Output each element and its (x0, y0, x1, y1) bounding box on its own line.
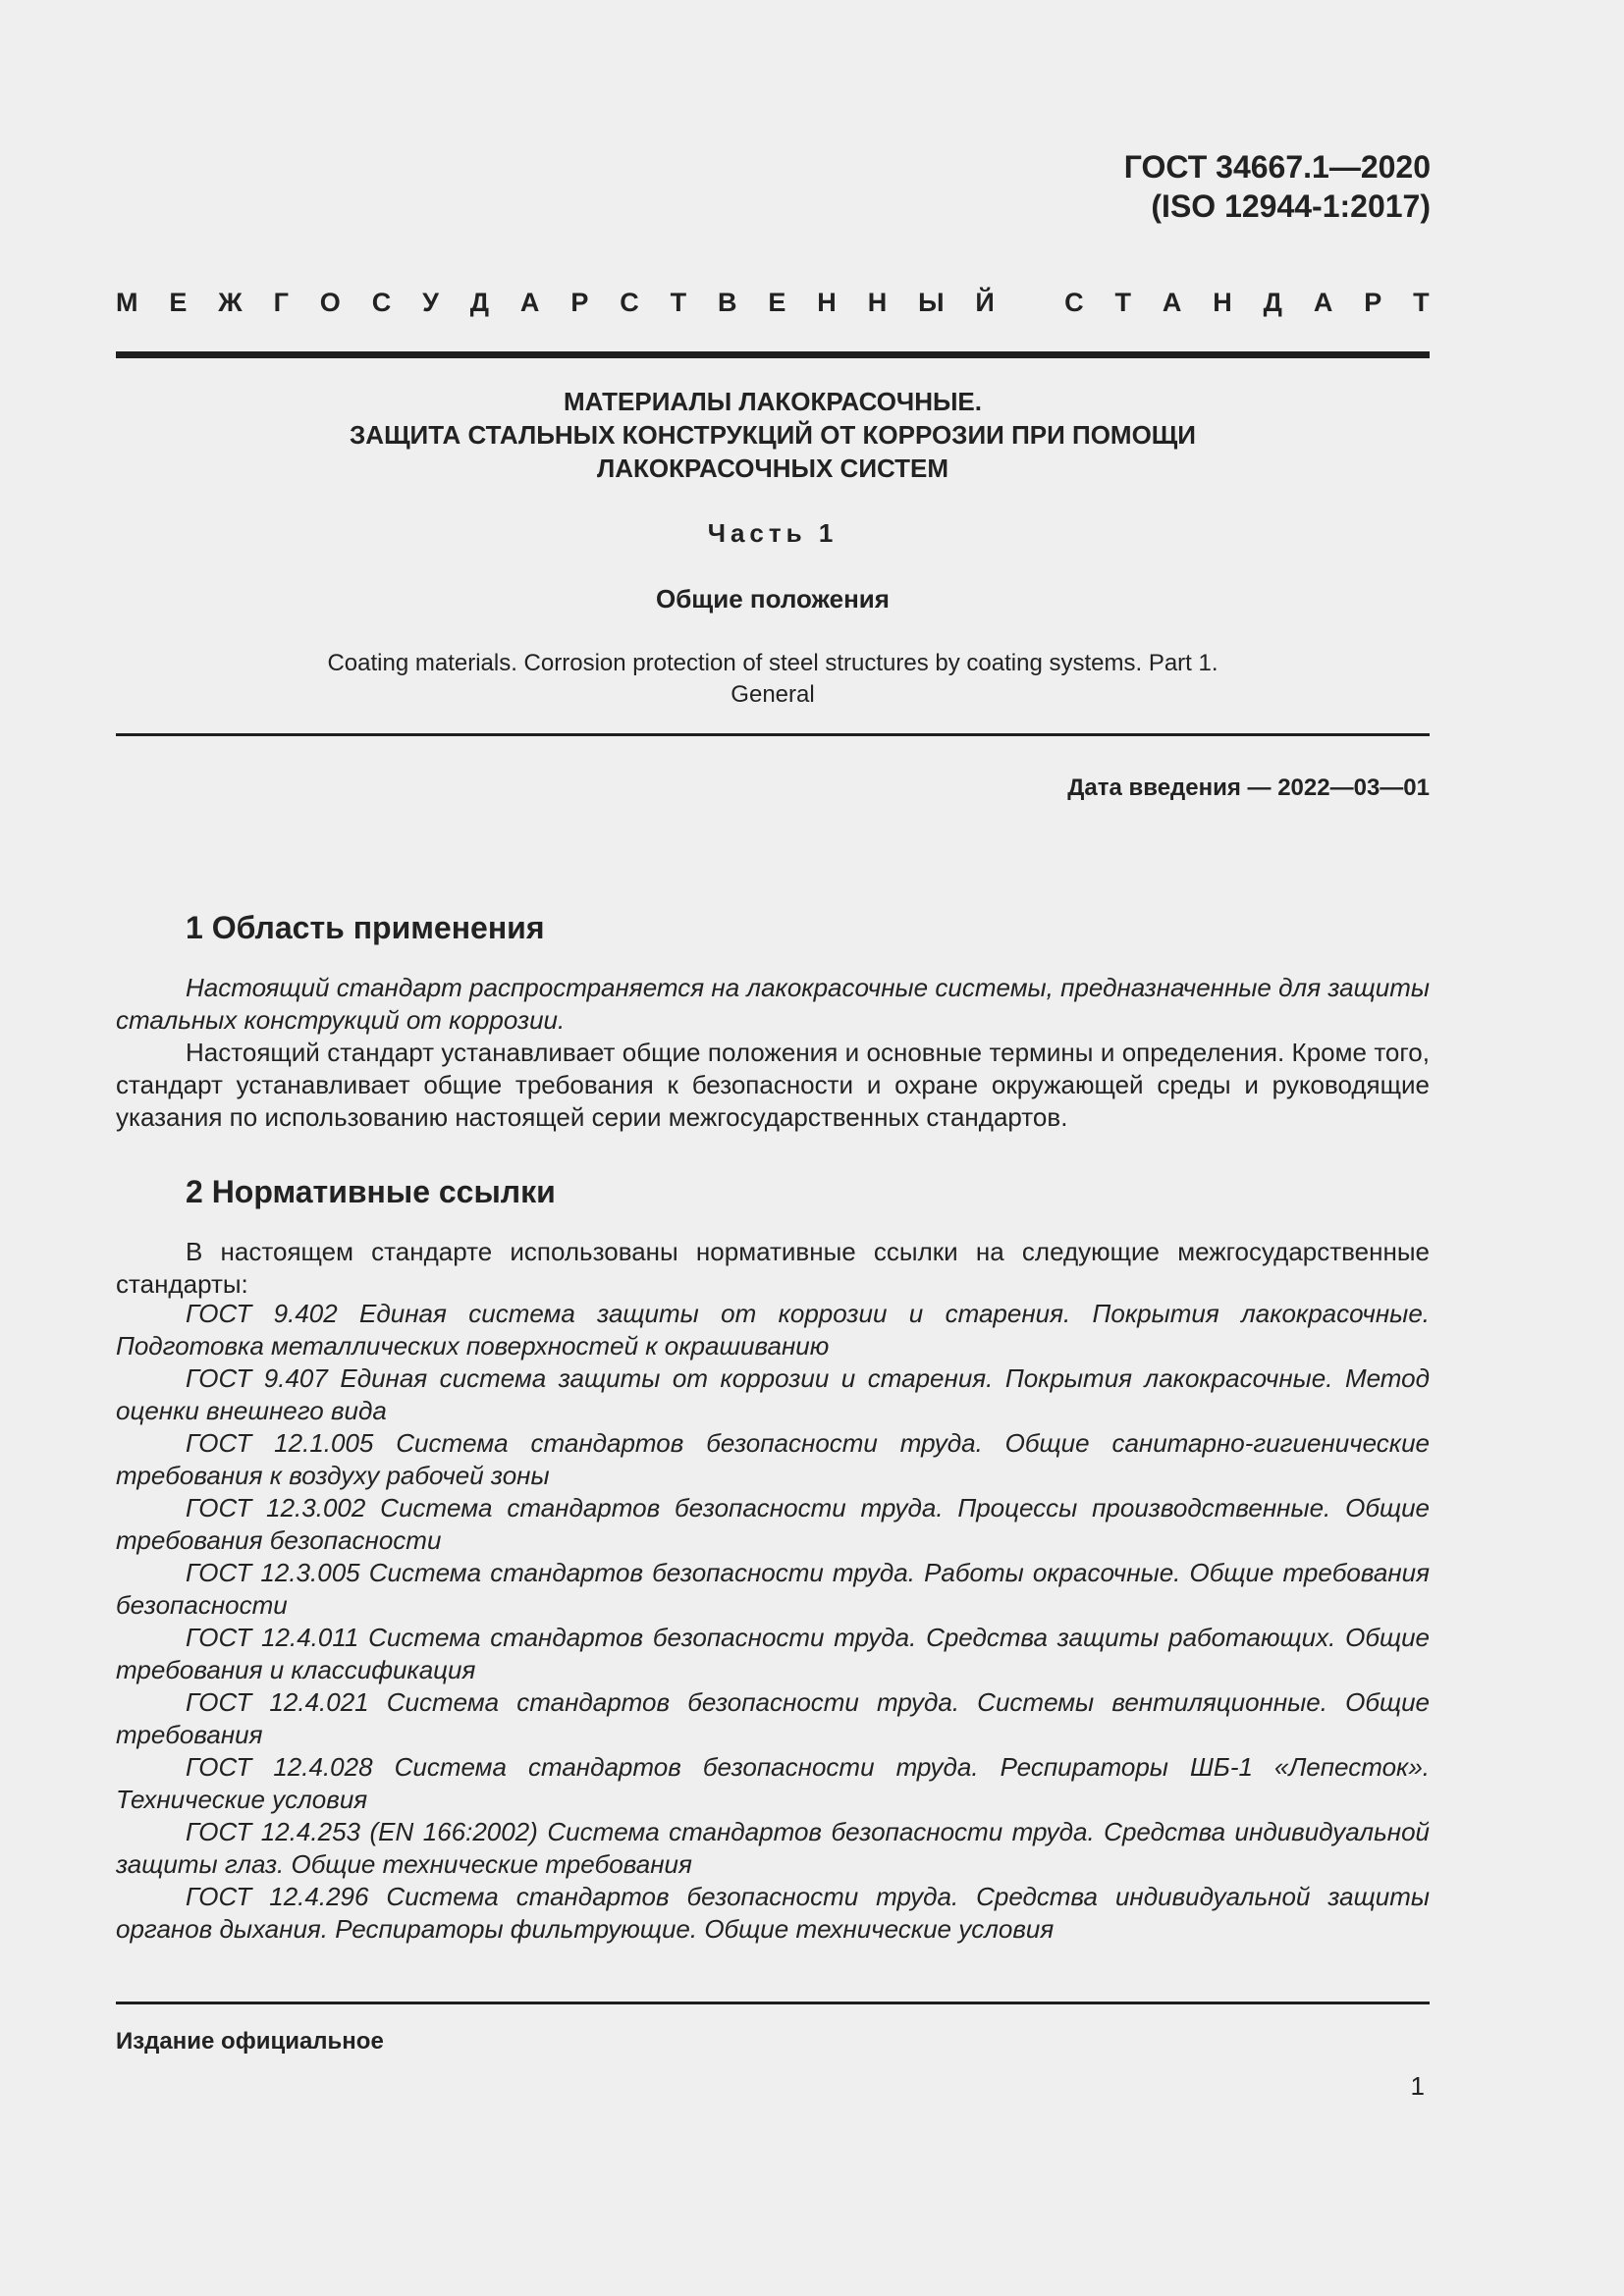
reference-item: ГОСТ 12.1.005 Система стандартов безопасности труда. Общие санитарно-гигиенические требования к воздуху рабочей зоны (116, 1428, 1430, 1490)
banner-letter: Е (169, 288, 188, 317)
banner-letter: Н (817, 288, 837, 317)
reference-item: ГОСТ 12.3.002 Система стандартов безопасности труда. Процессы производственные. Общие требования безопасности (116, 1493, 1430, 1555)
section-2-intro: В настоящем стандарте использованы нормативные ссылки на следующие межгосударственные стандарты: (116, 1237, 1430, 1299)
header-rule (116, 351, 1430, 358)
title-rule (116, 733, 1430, 736)
section-1-paragraph: Настоящий стандарт устанавливает общие положения и основные термины и определения. Кроме того, стандарт устанавливает общие требования к безопасности и охране окружающей среды и руководящие указания по использованию настоящей серии межгосударственных стандартов. (116, 1038, 1430, 1132)
reference-item: ГОСТ 12.4.011 Система стандартов безопасности труда. Средства защиты работающих. Общие требования и классификация (116, 1623, 1430, 1684)
banner-letter: В (718, 288, 737, 317)
banner-letter: Ж (218, 288, 243, 317)
normative-references-list (116, 1298, 1430, 1946)
part-label: Часть 1 (707, 518, 839, 548)
section-1-heading: 1 Область применения (186, 910, 545, 945)
document-subtitle: Общие положения (656, 584, 890, 614)
official-edition-label: Издание официальное (116, 2028, 384, 2055)
banner-letter: Т (1114, 288, 1131, 317)
banner-letter: Д (1263, 288, 1282, 317)
reference-item: ГОСТ 9.407 Единая система защиты от коррозии и старения. Покрытия лакокрасочные. Метод оценки внешнего вида (116, 1363, 1430, 1425)
banner-letter: Г (273, 288, 289, 317)
banner-letter: Т (1413, 288, 1430, 317)
reference-item: ГОСТ 12.4.296 Система стандартов безопасности труда. Средства индивидуальной защиты органов дыхания. Респираторы фильтрующие. Общие технические условия (116, 1882, 1430, 1944)
reference-item: ГОСТ 12.3.005 Система стандартов безопасности труда. Работы окрасочные. Общие требования безопасности (116, 1558, 1430, 1620)
reference-item: ГОСТ 12.4.028 Система стандартов безопасности труда. Респираторы ШБ-1 «Лепесток». Технические условия (116, 1752, 1430, 1814)
banner-word-gap (1026, 288, 1034, 318)
standard-code-iso: (ISO 12944-1:2017) (1151, 188, 1431, 224)
title-line: ЗАЩИТА СТАЛЬНЫХ КОНСТРУКЦИЙ ОТ КОРРОЗИИ ПРИ ПОМОЩИ (350, 420, 1196, 450)
english-title (116, 648, 1430, 711)
banner-letter: Т (670, 288, 687, 317)
banner-letter: Ы (918, 288, 945, 317)
english-title-line: Coating materials. Corrosion protection of steel structures by coating systems. Part 1. (327, 650, 1218, 676)
interstate-standard-banner (116, 288, 1430, 318)
banner-letter: М (116, 288, 138, 317)
page-number: 1 (1410, 2071, 1425, 2101)
banner-letter: А (1162, 288, 1182, 317)
banner-letter: Р (570, 288, 589, 317)
banner-letter: Н (1213, 288, 1232, 317)
banner-letter: А (1313, 288, 1333, 317)
document-title (116, 385, 1430, 485)
reference-item: ГОСТ 9.402 Единая система защиты от коррозии и старения. Покрытия лакокрасочные. Подготовка металлических поверхностей к окрашиванию (116, 1299, 1430, 1361)
section-1-paragraph: Настоящий стандарт распространяется на лакокрасочные системы, предназначенные для защиты стальных конструкций от коррозии. (116, 973, 1430, 1035)
standard-code (1124, 147, 1431, 226)
section-2-heading: 2 Нормативные ссылки (186, 1174, 556, 1209)
banner-letter: С (620, 288, 639, 317)
standard-code-gost: ГОСТ 34667.1—2020 (1123, 149, 1431, 185)
banner-letter: Р (1364, 288, 1382, 317)
banner-letter: Й (975, 288, 995, 317)
banner-letter: У (422, 288, 439, 317)
reference-item: ГОСТ 12.4.253 (EN 166:2002) Система стандартов безопасности труда. Средства индивидуальной защиты глаз. Общие технические требования (116, 1817, 1430, 1879)
banner-letter: С (1064, 288, 1084, 317)
banner-letter: О (319, 288, 341, 317)
banner-letter: А (519, 288, 540, 317)
title-line: ЛАКОКРАСОЧНЫХ СИСТЕМ (596, 454, 949, 483)
introduction-date: Дата введения — 2022—03—01 (1067, 774, 1430, 801)
banner-letter: Е (768, 288, 786, 317)
english-title-line: General (731, 681, 815, 708)
banner-letter: С (371, 288, 392, 317)
footer-rule (116, 2002, 1430, 2004)
banner-letter: Н (867, 288, 888, 317)
reference-item: ГОСТ 12.4.021 Система стандартов безопасности труда. Системы вентиляционные. Общие требования (116, 1687, 1430, 1749)
banner-letter: Д (469, 288, 490, 317)
title-line: МАТЕРИАЛЫ ЛАКОКРАСОЧНЫЕ. (564, 387, 982, 416)
